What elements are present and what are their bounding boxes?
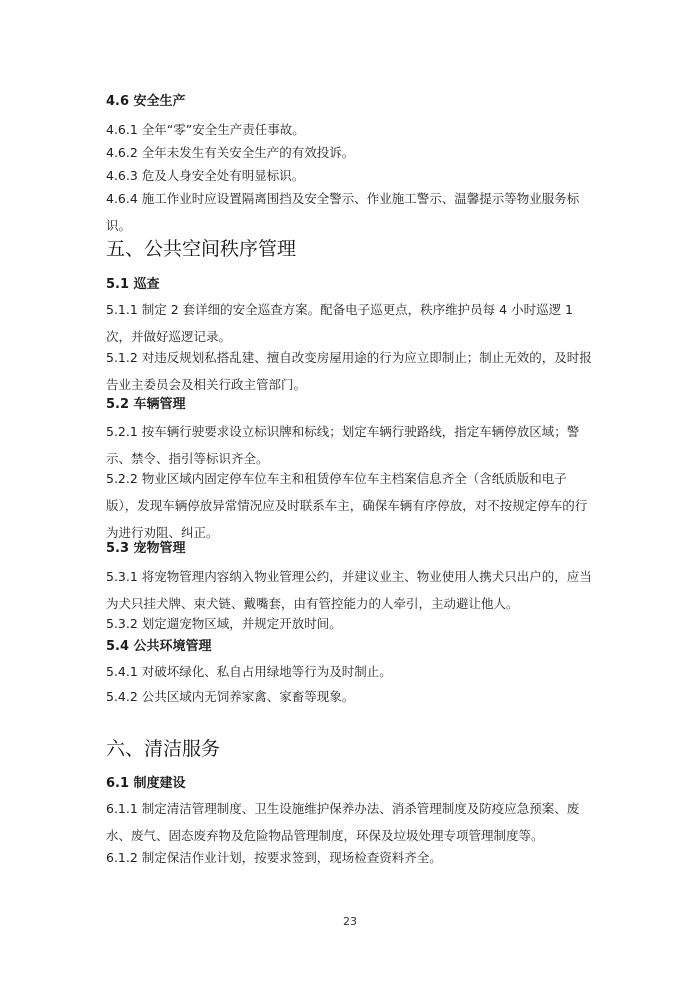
paragraph-5-3-2: 5.3.2 划定遛宠物区域，并规定开放时间。	[106, 616, 342, 631]
section-heading-6-1: 6.1 制度建设	[106, 776, 186, 791]
paragraph-4-6-2: 4.6.2 全年未发生有关安全生产的有效投诉。	[106, 145, 355, 160]
paragraph-4-6-1: 4.6.1 全年“零”安全生产责任事故。	[106, 122, 305, 137]
section-heading-4-6: 4.6 安全生产	[106, 94, 186, 109]
paragraph-5-1-2: 5.1.2 对违反规划私搭乱建、擅自改变房屋用途的行为应立即制止；制止无效的，及时报告业主委员会及相关行政主管部门。	[106, 350, 592, 392]
paragraph-5-1-1: 5.1.1 制定 2 套详细的安全巡查方案。配备电子巡更点，秩序维护员每 4 小时巡逻 1 次，并做好巡逻记录。	[106, 302, 574, 344]
paragraph-5-3-1: 5.3.1 将宠物管理内容纳入物业管理公约，并建议业主、物业使用人携犬只出户的，应当为犬只挂犬牌、束犬链、戴嘴套，由有管控能力的人牵引，主动避让他人。	[106, 569, 592, 611]
paragraph-6-1-1: 6.1.1 制定清洁管理制度、卫生设施维护保养办法、消杀管理制度及防疫应急预案、废水、废气、固态废弃物及危险物品管理制度，环保及垃圾处理专项管理制度等。	[106, 801, 580, 843]
chapter-title-5: 五、公共空间秩序管理	[106, 238, 297, 260]
paragraph-5-4-2: 5.4.2 公共区域内无饲养家禽、家畜等现象。	[106, 689, 355, 704]
section-heading-5-2: 5.2 车辆管理	[106, 397, 186, 412]
section-heading-5-1: 5.1 巡查	[106, 277, 160, 292]
section-heading-5-4: 5.4 公共环境管理	[106, 639, 212, 654]
paragraph-5-2-2: 5.2.2 物业区域内固定停车位车主和租赁停车位车主档案信息齐全（含纸质版和电子版），发现车辆停放异常情况应及时联系车主，确保车辆有序停放，对不按规定停车的行为进行劝阻、纠正。	[106, 471, 588, 540]
paragraph-5-4-1: 5.4.1 对破坏绿化、私自占用绿地等行为及时制止。	[106, 664, 392, 679]
paragraph-4-6-4: 4.6.4 施工作业时应设置隔离围挡及安全警示、作业施工警示、温馨提示等物业服务标识。	[106, 191, 580, 233]
section-heading-5-3: 5.3 宠物管理	[106, 541, 186, 556]
paragraph-4-6-3: 4.6.3 危及人身安全处有明显标识。	[106, 168, 305, 183]
paragraph-6-1-2: 6.1.2 制定保洁作业计划，按要求签到，现场检查资料齐全。	[106, 850, 442, 865]
page-number: 23	[343, 915, 357, 928]
paragraph-5-2-1: 5.2.1 按车辆行驶要求设立标识牌和标线；划定车辆行驶路线，指定车辆停放区域；警示、禁令、指引等标识齐全。	[106, 424, 580, 466]
chapter-title-6: 六、清洁服务	[106, 738, 221, 760]
